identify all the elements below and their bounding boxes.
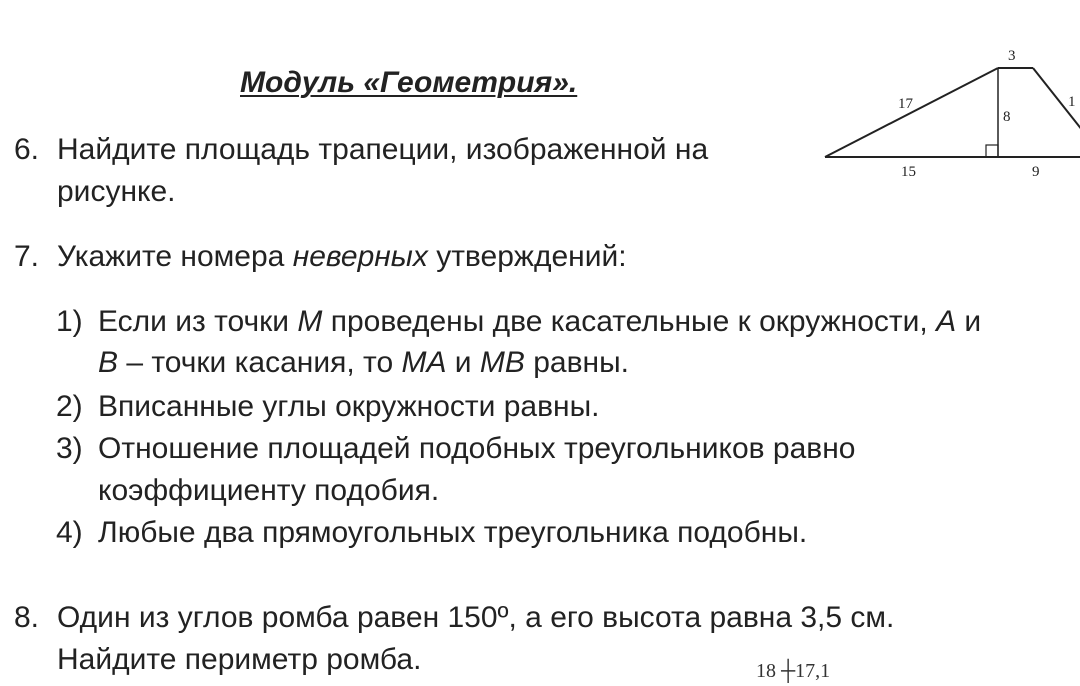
- statement-1-segment-ma: MA: [401, 346, 447, 379]
- trapezoid-figure: [815, 40, 1080, 190]
- statement-1-text-d: – точки касания, то: [118, 346, 402, 379]
- left-side-line: [825, 68, 998, 157]
- statement-1-text-b: проведены две касательные к окружности,: [322, 305, 937, 338]
- statement-4-text: Любые два прямоугольных треугольника подобны.: [98, 516, 808, 549]
- label-left-side: 17: [898, 96, 913, 112]
- statement-1-point-b: B: [98, 346, 119, 379]
- question-8-number: 8.: [14, 601, 40, 634]
- question-6-line-2: рисунке.: [57, 175, 176, 208]
- statement-1-text-c: и: [956, 305, 982, 338]
- question-6-line-1: Найдите площадь трапеции, изображенной на: [57, 133, 709, 166]
- statement-1-number: 1): [56, 305, 83, 338]
- handwritten-marks: 18 ┼17,1: [756, 660, 831, 682]
- label-height: 8: [1003, 109, 1011, 125]
- question-7-line: [57, 237, 627, 277]
- question-7-emphasis: неверных: [292, 240, 428, 273]
- statement-1-point-m: M: [297, 305, 323, 338]
- question-6-number: 6.: [14, 133, 40, 166]
- statement-3-line-2: коэффициенту подобия.: [98, 474, 440, 507]
- statement-2-number: 2): [56, 390, 83, 423]
- label-bottom-right: 9: [1032, 164, 1040, 180]
- question-8-line-2: Найдите периметр ромба.: [57, 643, 422, 676]
- question-7-prefix: Укажите номера: [57, 240, 293, 273]
- statement-1-text-end: равны.: [524, 346, 630, 379]
- statement-2-text: Вписанные углы окружности равны.: [98, 390, 600, 423]
- statement-1-line-1: [98, 302, 981, 342]
- question-7-suffix: утверждений:: [427, 240, 627, 273]
- statement-1-text-a: Если из точки: [98, 305, 298, 338]
- statement-3-line-1: Отношение площадей подобных треугольников равно: [98, 432, 856, 465]
- question-8-line-1: Один из углов ромба равен 150º, а его высота равна 3,5 см.: [57, 601, 895, 634]
- label-top: 3: [1008, 48, 1016, 64]
- label-right-side: 1: [1068, 94, 1076, 110]
- statement-1-segment-mb: MB: [479, 346, 525, 379]
- statement-1-point-a: A: [936, 305, 957, 338]
- right-angle-mark: [986, 145, 998, 157]
- label-bottom-left: 15: [901, 164, 916, 180]
- statement-4-number: 4): [56, 516, 83, 549]
- statement-1-line-2: [98, 343, 629, 383]
- statement-3-number: 3): [56, 432, 83, 465]
- statement-1-text-and: и: [446, 346, 480, 379]
- question-7-number: 7.: [14, 240, 40, 273]
- module-title: Модуль «Геометрия».: [240, 66, 578, 99]
